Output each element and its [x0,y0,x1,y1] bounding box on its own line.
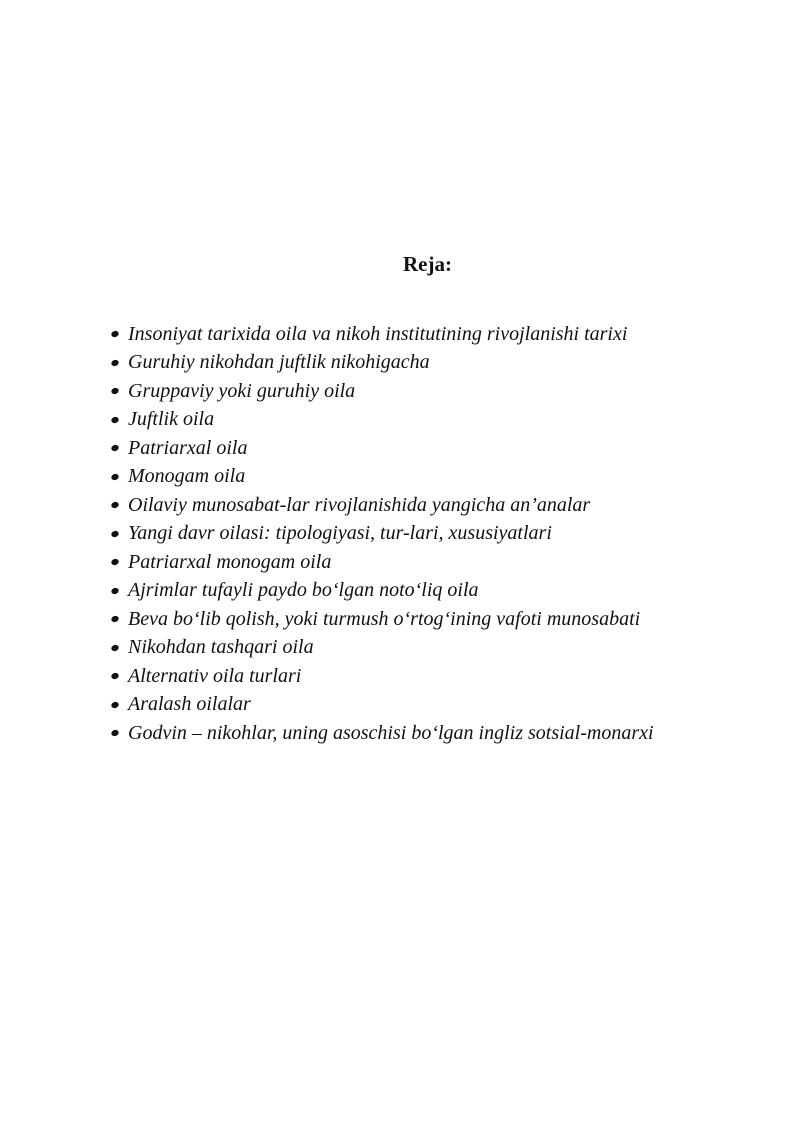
list-item-text: Gruppaviy yoki guruhiy oila [128,379,356,402]
list-item-text: Yangi davr oilasi: tipologiyasi, tur-lari, xususiyatlari [128,522,552,545]
list-item [112,520,654,549]
list-item-text: Oilaviy munosabat-lar rivojlanishida yangicha an’analar [128,493,591,516]
bullet-icon [110,615,119,623]
list-item-text: Guruhiy nikohdan juftlik nikohigacha [128,351,430,374]
list-item [112,406,654,435]
list-item [112,491,654,520]
bullet-icon [110,444,119,452]
list-item [112,463,654,492]
bullet-icon [110,330,119,338]
list-item [112,634,654,663]
list-item-text: Godvin – nikohlar, uning asoschisi bo‘lgan ingliz sotsial-monarxi [128,721,654,744]
list-item-text: Aralash oilalar [128,693,251,716]
bullet-icon [110,558,119,566]
bullet-icon [110,387,119,395]
bullet-icon [110,359,119,367]
plan-list [112,320,654,748]
bullet-icon [110,729,119,737]
bullet-icon [110,672,119,680]
list-item [112,577,654,606]
bullet-icon [110,501,119,509]
list-item-text: Patriarxal oila [128,436,248,459]
list-item [112,662,654,691]
bullet-icon [110,530,119,538]
list-item-text: Juftlik oila [128,408,215,431]
list-item [112,691,654,720]
list-item-text: Nikohdan tashqari oila [128,636,314,659]
list-item [112,548,654,577]
bullet-icon [110,416,119,424]
list-item [112,719,654,748]
bullet-icon [110,587,119,595]
list-item-text: Insoniyat tarixida oila va nikoh institutining rivojlanishi tarixi [128,322,628,345]
bullet-icon [110,644,119,652]
list-item-text: Monogam oila [128,465,246,488]
bullet-icon [110,701,119,709]
bullet-icon [110,473,119,481]
list-item-text: Ajrimlar tufayli paydo bo‘lgan noto‘liq oila [128,579,479,602]
list-item [112,377,654,406]
list-item-text: Patriarxal monogam oila [128,550,332,573]
page-title: Reja: [403,252,452,276]
list-item [112,434,654,463]
list-item [112,605,654,634]
list-item-text: Beva bo‘lib qolish, yoki turmush o‘rtog‘ining vafoti munosabati [128,607,641,630]
list-item [112,320,654,349]
list-item [112,349,654,378]
list-item-text: Alternativ oila turlari [128,664,302,687]
